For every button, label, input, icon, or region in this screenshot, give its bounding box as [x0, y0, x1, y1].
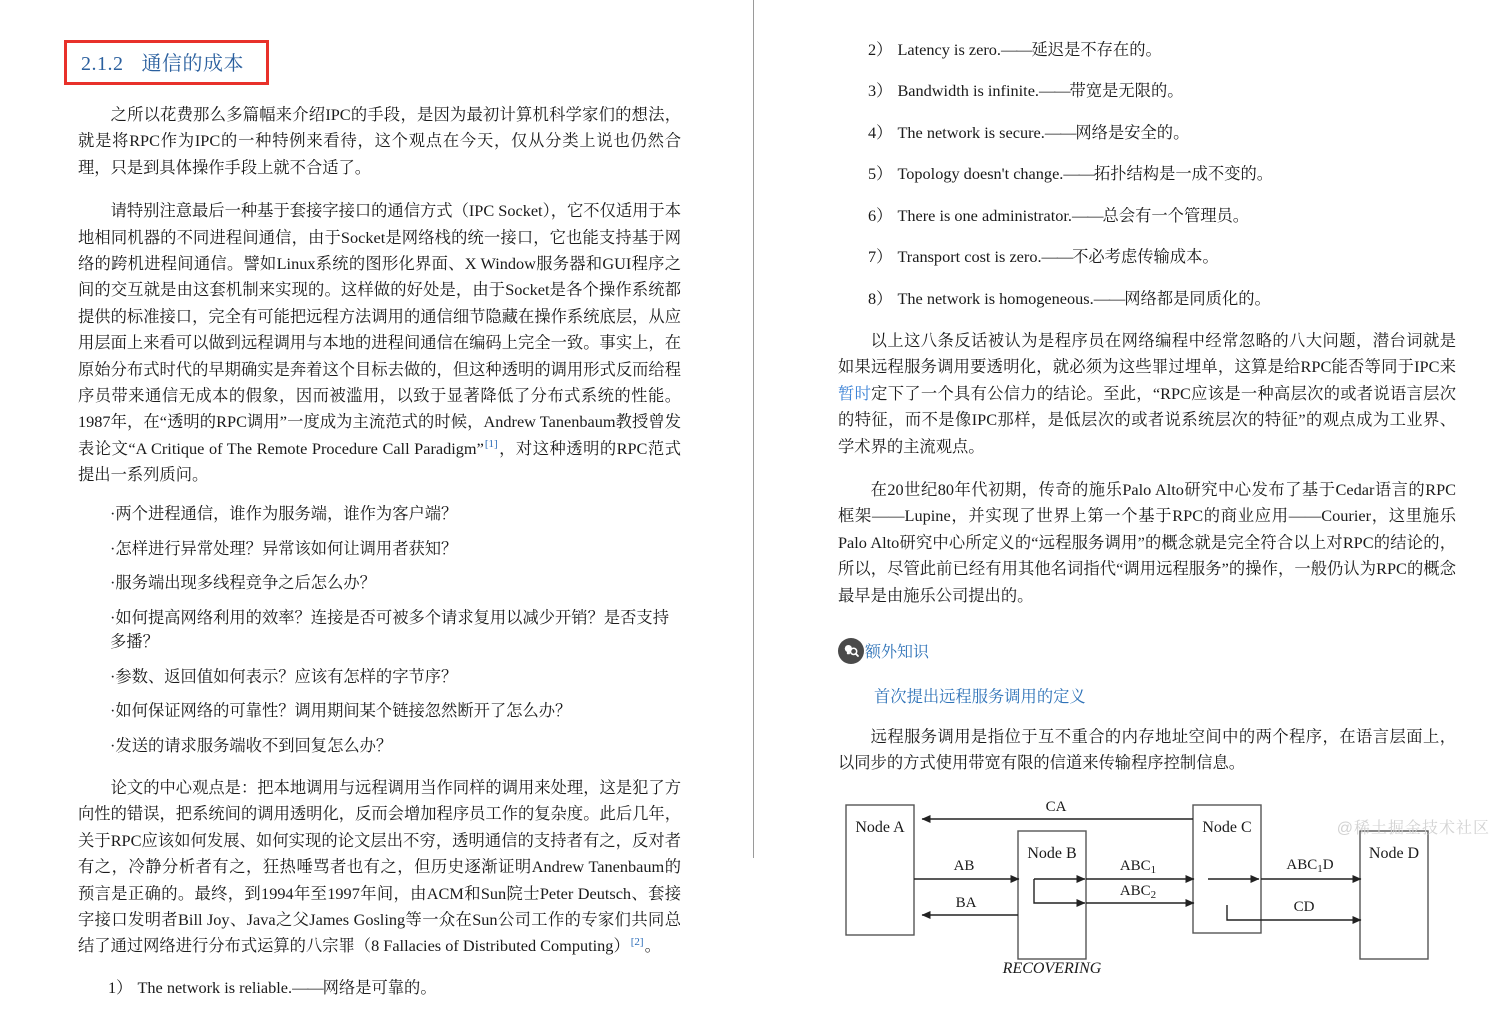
- list-item: [838, 204, 1456, 228]
- left-column: [0, 0, 753, 1017]
- list-item: ·发送的请求服务端收不到回复怎么办？: [110, 735, 393, 755]
- svg-text:Node A: Node A: [855, 818, 905, 836]
- list-item: [838, 38, 1456, 62]
- list-item: ·参数、返回值如何表示？应该有怎样的字节序？: [110, 666, 458, 686]
- fallacy-number: 5）: [868, 164, 893, 184]
- svg-text:Node D: Node D: [1368, 844, 1420, 862]
- fallacy-dash: ——: [1063, 164, 1094, 184]
- question-list: [78, 502, 681, 758]
- citation-2[interactable]: [2]: [630, 935, 644, 948]
- paragraph-3: [78, 775, 681, 960]
- fallacy-en: The network is reliable.: [137, 977, 293, 997]
- fallacy-list-right: [838, 38, 1456, 311]
- section-heading-box: [64, 40, 269, 85]
- svg-text:RECOVERING: RECOVERING: [1002, 959, 1102, 975]
- page-title: [81, 47, 244, 76]
- callout-body: 远程服务调用是指位于互不重合的内存地址空间中的两个程序，在语言层面上，以同步的方式使用带宽有限的信道来传输程序控制信息。: [838, 726, 1456, 773]
- list-item: [838, 287, 1456, 311]
- fallacy-number: 3）: [868, 81, 893, 101]
- paragraph-1: 之所以花费那么多篇幅来介绍IPC的手段，是因为最初计算机科学家们的想法，就是将RPC作为IPC的一种特例来看待，这个观点在今天，仅从分类上说也仍然合理，只是到具体操作手段上就不合适了。: [78, 105, 681, 177]
- list-item: [78, 976, 681, 1000]
- fallacy-dash: ——: [1000, 40, 1032, 59]
- svg-text:ABC1D: $ABC_1D$: [1286, 856, 1334, 875]
- fallacy-dash: ——: [1093, 288, 1125, 308]
- fallacy-dash: ——: [1071, 205, 1103, 225]
- svg-text:CA: CA: [1045, 798, 1067, 815]
- list-item: ·如何提高网络利用的效率？连接是否可被多个请求复用以减少开销？是否支持多播？: [110, 607, 669, 652]
- section-title: 通信的成本: [141, 53, 244, 75]
- list-item: ·怎样进行异常处理？异常该如何让调用者获知？: [110, 538, 458, 558]
- svg-text:CD: CD: [1293, 898, 1315, 915]
- list-item: [838, 121, 1456, 145]
- list-item: ·两个进程通信，谁作为服务端，谁作为客户端？: [110, 504, 458, 524]
- fallacy-number: 7）: [868, 247, 893, 267]
- paragraph-2-text: 请特别注意最后一种基于套接字接口的通信方式（IPC Socket），它不仅适用于本地相同机器的不同进程间通信，由于Socket是网络栈的统一接口，它也能支持基于网络的跨机进程间通信。譬如Linux系统的图形化界面、X Window服务器和GUI程序之间的交互就是由这套机制来实现的。这样做的好处是，由于Socket是各个操作系统都提供的标准接口，完全有可能把远程方法调用的通信细节隐藏在操作系统底层，从应用层面上来看可以做到远程调用与本地的进程间通信在编码上完全一致。事实上，在原始分布式时代的早期确实是奔着这个目标去做的，但这种透明的调用形式反而给程序员带来通信无成本的假象，因而被滥用，以致于显著降低了分布式系统的性能。1987年，在“透明的RPC调用”一度成为主流范式的时候，Andrew Tanenbaum教授曾发表论文“A Critique of The Remote Procedure Call Paradigm”: [78, 201, 681, 458]
- fallacy-zh: 延迟是不存在的。: [1031, 40, 1162, 59]
- paragraph-3-tail: 。: [644, 936, 661, 956]
- lightbulb-icon: [838, 638, 864, 664]
- watermark: @稀土掘金技术社区: [1336, 820, 1490, 837]
- list-item: ·如何保证网络的可靠性？调用期间某个链接忽然断开了怎么办？: [110, 701, 572, 721]
- list-item: [838, 245, 1456, 269]
- fallacy-list-left: [78, 976, 681, 1000]
- fallacy-zh: 带宽是无限的。: [1069, 81, 1184, 101]
- callout-subtitle: 首次提出远程服务调用的定义: [874, 686, 1086, 706]
- right-paragraph-2: 在20世纪80年代初期，传奇的施乐Palo Alto研究中心发布了基于Cedar语言的RPC框架——Lupine，并实现了世界上第一个基于RPC的商业应用——Courier，这里施乐Palo Alto研究中心所定义的“远程服务调用”的概念就是完全符合以上对RPC的结论的，所以，尽管此前已经有用其他名词指代“调用远程服务”的操作，一般仍认为RPC的概念最早是由施乐公司提出的。: [838, 480, 1456, 605]
- fallacy-number: 8）: [868, 288, 893, 308]
- svg-text:BA: BA: [955, 894, 977, 911]
- fallacy-zh: 网络是安全的。: [1075, 122, 1190, 142]
- svg-text:Node C: Node C: [1202, 818, 1252, 836]
- fallacy-dash: ——: [1044, 122, 1076, 142]
- svg-text:ABC2: $ABC_2$: [1119, 882, 1157, 901]
- paragraph-3-text: 论文的中心观点是：把本地调用与远程调用当作同样的调用来处理，这是犯了方向性的错误，把系统间的调用透明化，反而会增加程序员工作的复杂度。此后几年，关于RPC应该如何发展、如何实现的论文层出不穷，透明通信的支持者有之，反对者有之，冷静分析者有之，狂热唾骂者也有之，但历史逐渐证明Andrew Tanenbaum的预言是正确的。最终，到1994年至1997年间，由ACM和Sun院士Peter Deutsch、套接字接口发明者Bill Joy、Java之父James Gosling等一众在Sun公司工作的专家们共同总结了通过网络进行分布式运算的八宗罪（8 Fallacies of Distributed Computing）: [78, 777, 681, 956]
- fallacy-zh: 总会有一个管理员。: [1102, 205, 1250, 225]
- fallacy-number: 6）: [868, 205, 893, 225]
- fallacy-en: The network is homogeneous.: [897, 288, 1094, 308]
- inline-link[interactable]: 暂时: [838, 383, 872, 403]
- callout-title: 额外知识: [865, 643, 930, 661]
- fallacy-zh: 不必考虑传输成本。: [1072, 247, 1219, 267]
- fallacy-dash: ——: [1041, 247, 1073, 267]
- fallacy-en: The network is secure.: [897, 122, 1045, 142]
- list-item: [838, 79, 1456, 103]
- right-paragraph-1: [838, 328, 1456, 460]
- fallacy-number: 1）: [108, 977, 133, 997]
- fallacy-zh: 拓扑结构是一成不变的。: [1093, 164, 1274, 184]
- fallacy-zh: 网络都是同质化的。: [1124, 288, 1271, 308]
- right-paragraph-1-b: 定下了一个具有公信力的结论。至此，“RPC应该是一种高层次的或者说语言层次的特征，而不是像IPC那样，是低层次的或者说系统层次的特征”的观点成为工业界、学术界的主流观点。: [838, 383, 1456, 456]
- list-item: [838, 162, 1456, 186]
- paragraph-2-tail: ，对这种透明的RPC范式提出一系列质问。: [78, 438, 681, 485]
- svg-text:AB: AB: [953, 857, 975, 874]
- fallacy-en: Bandwidth is infinite.: [897, 81, 1039, 101]
- fallacy-en: Latency is zero.: [897, 40, 1001, 59]
- list-item: ·服务端出现多线程竞争之后怎么办？: [110, 573, 376, 593]
- svg-text:Node B: Node B: [1027, 844, 1077, 862]
- svg-text:ABC1: $ABC_1$: [1119, 857, 1157, 876]
- fallacy-number: 2）: [868, 40, 893, 59]
- fallacy-dash: ——: [292, 977, 323, 997]
- fallacy-en: Transport cost is zero.: [897, 247, 1042, 267]
- fallacy-zh: 网络是可靠的。: [322, 977, 437, 997]
- fallacy-en: There is one administrator.: [897, 205, 1072, 225]
- paragraph-2: [78, 198, 681, 488]
- fallacy-en: Topology doesn't change.: [897, 164, 1064, 184]
- citation-1[interactable]: [1]: [484, 438, 498, 451]
- right-paragraph-1-a: 以上这八条反话被认为是程序员在网络编程中经常忽略的八大问题，潜台词就是如果远程服务调用要透明化，就必须为这些罪过埋单，这算是给RPC能否等同于IPC来: [838, 331, 1456, 377]
- fallacy-dash: ——: [1038, 81, 1070, 101]
- section-number: 2.1.2: [81, 53, 124, 75]
- callout-header: [838, 635, 1456, 661]
- fallacy-number: 4）: [868, 122, 893, 142]
